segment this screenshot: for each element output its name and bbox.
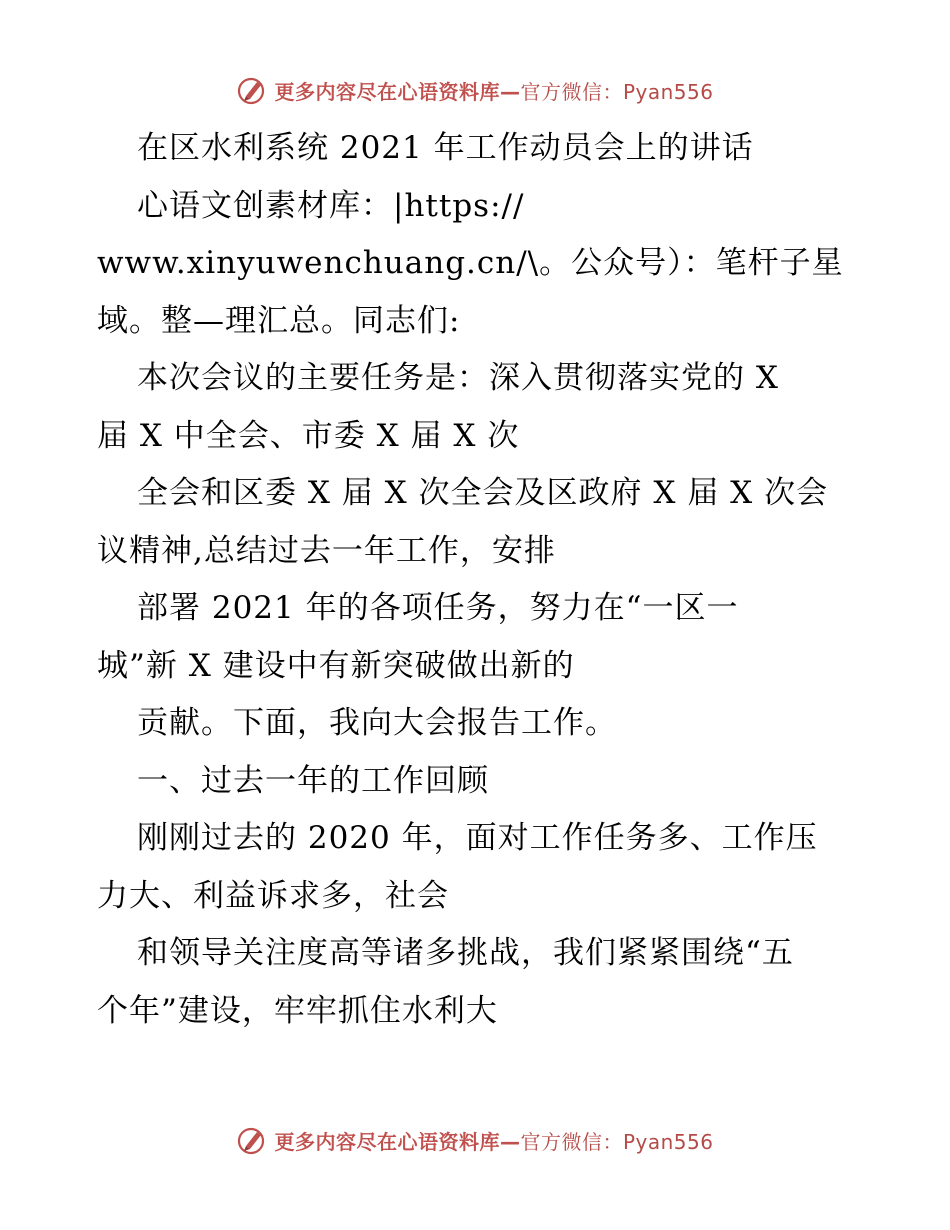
watermark-header	[0, 70, 950, 110]
text-line: 部署 2021 年的各项任务，努力在“一区一	[137, 590, 739, 626]
text-line: 全会和区委 X 届 X 次全会及区政府 X 届 X 次会	[137, 475, 829, 511]
pen-nib-circle-icon	[236, 1124, 268, 1156]
watermark-contact: 官方微信：Pyan556	[520, 1129, 714, 1154]
text-line: 域。整—理汇总。同志们:	[97, 302, 461, 339]
watermark-footer	[0, 1120, 950, 1160]
watermark-slogan: 更多内容尽在心语资料库—	[274, 1129, 521, 1154]
pen-nib-circle-icon	[236, 74, 268, 106]
watermark-contact: 官方微信：Pyan556	[520, 79, 714, 104]
document-body	[97, 120, 867, 1040]
text-line: 心语文创素材库：|https://	[137, 187, 525, 224]
text-line: 一、过去一年的工作回顾	[137, 762, 489, 799]
text-line: 和领导关注度高等诸多挑战，我们紧紧围绕“五	[137, 935, 794, 971]
text-line: 届 X 中全会、市委 X 届 X 次	[97, 417, 520, 454]
text-line: 贡献。下面，我向大会报告工作。	[137, 705, 617, 741]
watermark-text	[274, 76, 713, 105]
document-title: 在区水利系统 2021 年工作动员会上的讲话	[137, 130, 754, 166]
text-line: 刚刚过去的 2020 年，面对工作任务多、工作压	[137, 820, 818, 856]
text-line: 城”新 X 建设中有新突破做出新的	[97, 647, 575, 684]
text-line: 议精神,总结过去一年工作，安排	[97, 532, 556, 569]
watermark-slogan: 更多内容尽在心语资料库—	[274, 79, 521, 104]
watermark-text	[274, 1126, 713, 1155]
text-line: 个年”建设，牢牢抓住水利大	[97, 992, 498, 1029]
text-line: www.xinyuwenchuang.cn/\。公众号）：笔杆子星	[97, 245, 844, 281]
text-line: 本次会议的主要任务是：深入贯彻落实党的 X	[137, 360, 779, 396]
text-line: 力大、利益诉求多，社会	[97, 877, 449, 914]
